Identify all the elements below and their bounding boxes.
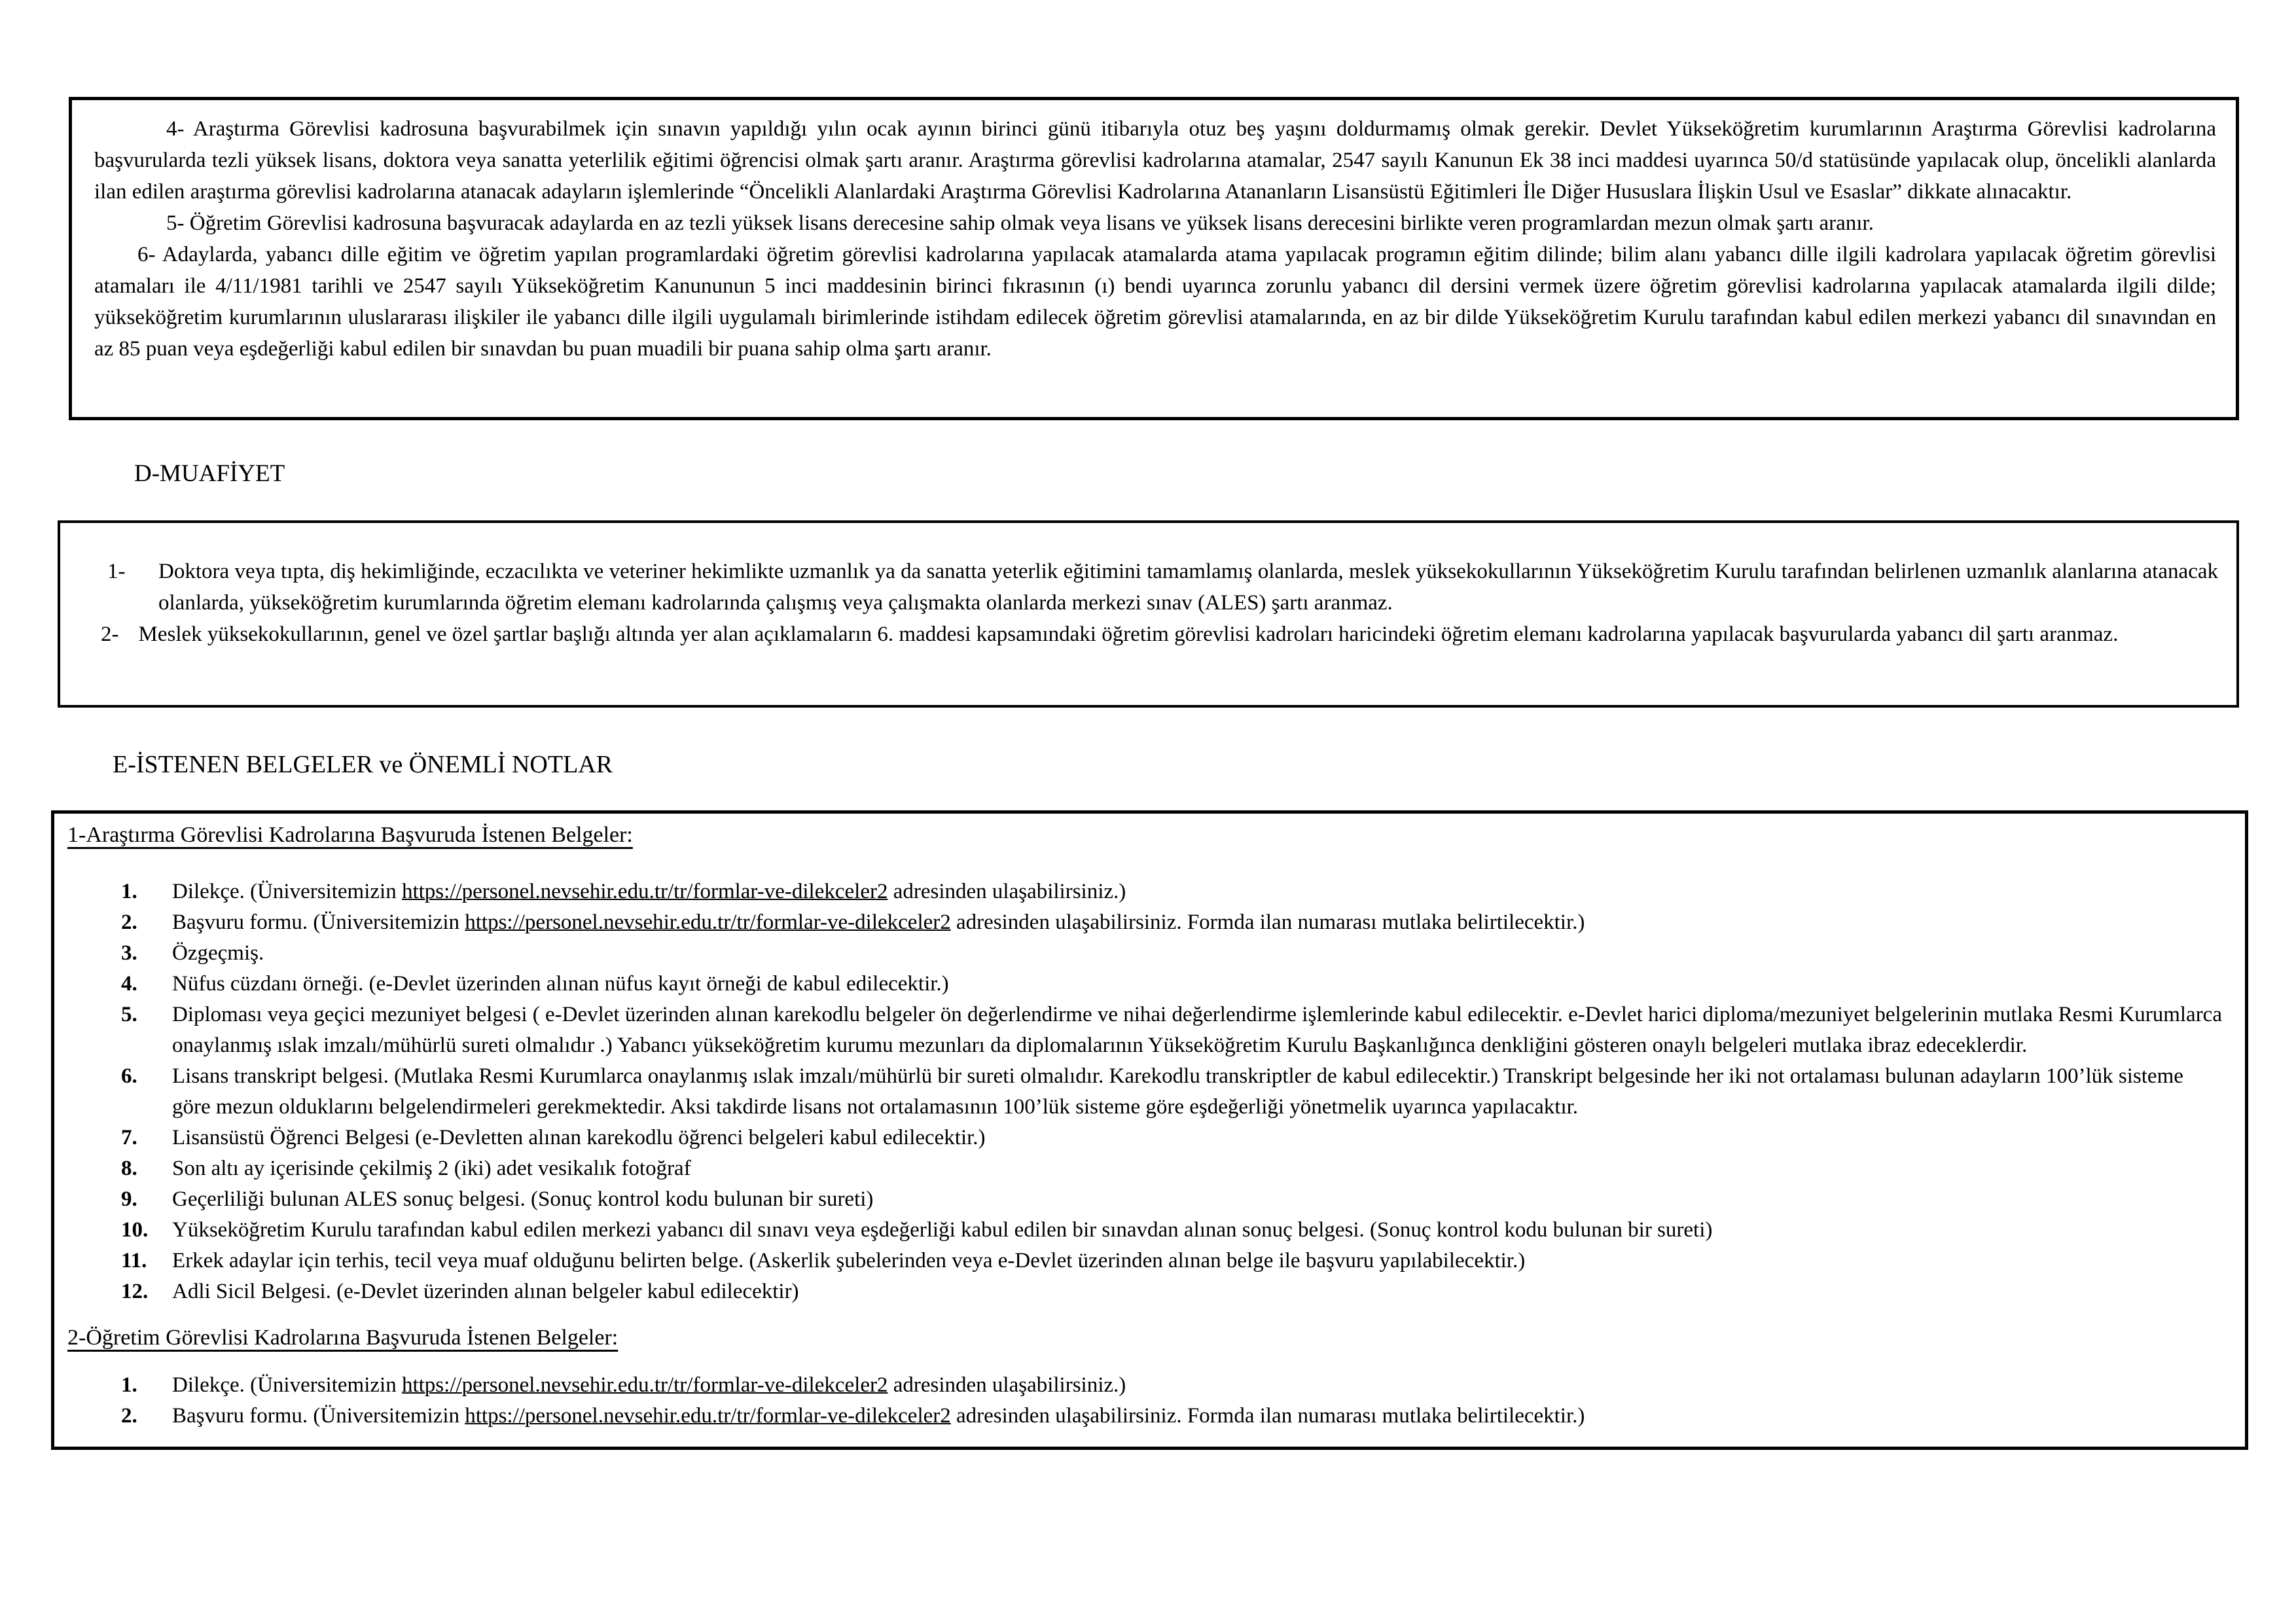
text-run: adresinden ulaşabilirsiniz. Formda ilan numarası mutlaka belirtilecektir.) (950, 1404, 1585, 1428)
document-item (67, 1276, 2225, 1307)
item-number: 1. (121, 880, 137, 903)
text-run: 4- Araştırma Görevlisi kadrosuna başvurabilmek için sınavın yapıldığı yılın ocak ayının birinci günü itibarıyla otuz beş yaşını doldurmamış olmak gerekir. Devlet Yükseköğretim kurumlarının Araştırma Görevlisi kadrolarına başvurularda tezli yüksek lisans, doktora veya sanatta yeterlilik eğitimi öğrencisi olmak şartı aranır. Araştırma görevlisi kadrolarına atamalar, 2547 sayılı Kanunun Ek 38 inci maddesi uyarınca 50/d statüsünde yapılacak olup, öncelikli alanlarda ilan edilen araştırma görevlisi kadrolarına atanacak adayların işlemlerinde “Öncelikli Alanlardaki Araştırma Görevlisi Kadrolarına Atananların Lisansüstü Eğitimleri İle Diğer Hususlara İlişkin Usul ve Esaslar” dikkate alınacaktır. (94, 117, 2216, 204)
document-item (67, 907, 2225, 938)
item-text (164, 1000, 2225, 1061)
item-text (164, 1401, 2225, 1432)
text-run: Lisansüstü Öğrenci Belgesi (e-Devletten alınan karekodlu öğrenci belgeleri kabul edilecektir.) (172, 1126, 986, 1149)
item-number: 1- (107, 560, 126, 583)
item-text (164, 1276, 2225, 1307)
item-text (164, 1246, 2225, 1276)
document-item (67, 876, 2225, 907)
research-assistant-docs-list (67, 876, 2225, 1307)
condition-paragraph (94, 113, 2216, 208)
general-conditions-box (69, 97, 2239, 420)
research-assistant-docs-heading: 1-Araştırma Görevlisi Kadrolarına Başvuruda İstenen Belgeler: (67, 823, 633, 847)
item-text (164, 1184, 2225, 1215)
document-item (67, 938, 2225, 969)
item-text (164, 876, 2225, 907)
document-item (67, 1215, 2225, 1246)
item-text (164, 1215, 2225, 1246)
item-number: 5. (121, 1003, 137, 1026)
item-text (164, 1370, 2225, 1401)
condition-paragraph (94, 208, 2216, 239)
document-item (67, 1153, 2225, 1184)
text-run: Doktora veya tıpta, diş hekimliğinde, eczacılıkta ve veteriner hekimlikte uzmanlık ya da sanatta yeterlik eğitimini tamamlamış olanlarda, meslek yüksekokullarının Yükseköğretim Kurulu tarafından belirlenen uzmanlık alanlarına atanacak olanlarda, yükseköğretim kurumlarında öğretim elemanı kadrolarında çalışmış veya çalışmakta olanlarda merkezi sınav (ALES) şartı aranmaz. (158, 560, 2218, 615)
item-text (164, 938, 2225, 969)
item-text (94, 117, 2216, 204)
item-text (158, 556, 2218, 619)
item-text (164, 969, 2225, 1000)
item-number: 8. (121, 1157, 137, 1180)
item-text (164, 1123, 2225, 1153)
text-run: Lisans transkript belgesi. (Mutlaka Resmi Kurumlarca onaylanmış ıslak imzalı/mühürlü bir sureti olmalıdır. Karekodlu transkriptler de kabul edilecektir.) Transkript belgesinde her iki not ortalaması bulunan adayların 100’lük sisteme göre mezun olduklarını belgelendirmeleri gerekmektedir. Aksi takdirde lisans not ortalamasının 100’lük sisteme göre eşdeğerliği yönetmelik uyarınca yapılacaktır. (172, 1064, 2183, 1119)
document-item (67, 1370, 2225, 1401)
form-url-link[interactable]: https://personel.nevsehir.edu.tr/tr/formlar-ve-dilekceler2 (465, 1404, 951, 1428)
documents-box (51, 810, 2248, 1450)
text-run: 5- Öğretim Görevlisi kadrosuna başvuracak adaylarda en az tezli yüksek lisans derecesine sahip olmak veya lisans ve yüksek lisans derecesini birlikte veren programlardan mezun olmak şartı aranır. (166, 211, 1874, 235)
lecturer-docs-heading: 2-Öğretim Görevlisi Kadrolarına Başvuruda İstenen Belgeler: (67, 1326, 619, 1350)
lecturer-docs-list (67, 1370, 2225, 1432)
item-number: 3. (121, 941, 137, 965)
text-run: Diploması veya geçici mezuniyet belgesi ( e-Devlet üzerinden alınan karekodlu belgeler ön değerlendirme ve nihai değerlendirme işlemlerinde kabul edilecektir. e-Devlet harici diploma/mezuniyet belgelerinin mutlaka Resmi Kurumlarca onaylanmış ıslak imzalı/mühürlü sureti olmalıdır .) Yabancı yükseköğretim kurumu mezunları da diplomalarının Yükseköğretim Kurulu Başkanlığınca denkliğini gösteren onaylı belgeleri mutlaka ibraz edeceklerdir. (172, 1003, 2222, 1057)
section-d-title: D-MUAFİYET (134, 460, 285, 487)
form-url-link[interactable]: https://personel.nevsehir.edu.tr/tr/formlar-ve-dilekceler2 (401, 1373, 888, 1397)
text-run: Son altı ay içerisinde çekilmiş 2 (iki) adet vesikalık fotoğraf (172, 1157, 691, 1180)
text-run: Nüfus cüzdanı örneği. (e-Devlet üzerinden alınan nüfus kayıt örneği de kabul edilecektir.) (172, 972, 949, 996)
text-run: adresinden ulaşabilirsiniz.) (888, 880, 1126, 903)
item-number: 7. (121, 1126, 137, 1149)
document-item (67, 1246, 2225, 1276)
form-url-link[interactable]: https://personel.nevsehir.edu.tr/tr/formlar-ve-dilekceler2 (401, 880, 888, 903)
item-number: 10. (121, 1218, 149, 1242)
item-number: 11. (121, 1249, 147, 1272)
text-run: 6- Adaylarda, yabancı dille eğitim ve öğretim yapılan programlardaki öğretim görevlisi kadrolarına yapılacak atamalarda atama yapılacak programın eğitim dilinde; bilim alanı yabancı dille ilgili kadrolara yapılacak öğretim görevlisi atamaları ile 4/11/1981 tarihli ve 2547 sayılı Yükseköğretim Kanununun 5 inci maddesinin birinci fıkrasının (ı) bendi uyarınca zorunlu yabancı dil dersini vermek üzere öğretim görevlisi kadrolarına yapılacak atamalarda ilgili dilde; yükseköğretim kurumlarının uluslararası ilişkiler ile yabancı dille ilgili uygulamalı birimlerinde istihdam edilecek öğretim görevlisi atamalarında, en az bir dilde Yükseköğretim Kurulu tarafından kabul edilen merkezi yabancı dil sınavından en az 85 puan veya eşdeğerliği kabul edilen bir sınavdan bu puan muadili bir puana sahip olma şartı aranır. (94, 243, 2216, 361)
item-number: 6. (121, 1064, 137, 1088)
exemption-box (58, 520, 2239, 708)
text-run: adresinden ulaşabilirsiniz. Formda ilan numarası mutlaka belirtilecektir.) (950, 911, 1585, 934)
item-number: 4. (121, 972, 137, 996)
text-run: Geçerliliği bulunan ALES sonuç belgesi. (Sonuç kontrol kodu bulunan bir sureti) (172, 1187, 874, 1211)
item-number: 12. (121, 1280, 149, 1303)
section-e-title: E-İSTENEN BELGELER ve ÖNEMLİ NOTLAR (113, 751, 613, 778)
item-text (164, 1061, 2225, 1123)
item-text (166, 211, 1874, 235)
text-run: Meslek yüksekokullarının, genel ve özel şartlar başlığı altında yer alan açıklamaların 6. maddesi kapsamındaki öğretim görevlisi kadroları haricindeki öğretim elemanı kadrolarına yapılacak başvurularda yabancı dil şartı aranmaz. (138, 623, 2119, 646)
text-run: Adli Sicil Belgesi. (e-Devlet üzerinden alınan belgeler kabul edilecektir) (172, 1280, 799, 1303)
condition-paragraph (94, 239, 2216, 365)
text-run: Erkek adaylar için terhis, tecil veya muaf olduğunu belirten belge. (Askerlik şubelerinden veya e-Devlet üzerinden alınan belge ile başvuru yapılabilecektir.) (172, 1249, 1526, 1272)
text-run: Özgeçmiş. (172, 941, 264, 965)
text-run: Dilekçe. (Üniversitemizin (172, 880, 402, 903)
document-item (67, 969, 2225, 1000)
item-number: 1. (121, 1373, 137, 1397)
text-run: Yükseköğretim Kurulu tarafından kabul edilen merkezi yabancı dil sınavı veya eşdeğerliği kabul edilen bir sınavdan alınan sonuç belgesi. (Sonuç kontrol kodu bulunan bir sureti) (172, 1218, 1713, 1242)
exemption-item (71, 556, 2218, 619)
item-number: 2. (121, 1404, 137, 1428)
form-url-link[interactable]: https://personel.nevsehir.edu.tr/tr/formlar-ve-dilekceler2 (465, 911, 951, 934)
item-number: 9. (121, 1187, 137, 1211)
text-run: Dilekçe. (Üniversitemizin (172, 1373, 402, 1397)
item-text (94, 243, 2216, 361)
document-item (67, 1401, 2225, 1432)
item-number: 2- (101, 623, 119, 646)
document-item (67, 1184, 2225, 1215)
item-number: 2. (121, 911, 137, 934)
item-text (164, 1153, 2225, 1184)
text-run: Başvuru formu. (Üniversitemizin (172, 1404, 465, 1428)
text-run: adresinden ulaşabilirsiniz.) (888, 1373, 1126, 1397)
general-conditions-paragraphs (94, 113, 2216, 365)
document-item (67, 1123, 2225, 1153)
text-run: Başvuru formu. (Üniversitemizin (172, 911, 465, 934)
document-item (67, 1000, 2225, 1061)
exemption-item (71, 619, 2218, 650)
item-text (139, 623, 2119, 646)
item-text (164, 907, 2225, 938)
exemption-list (71, 556, 2218, 650)
document-item (67, 1061, 2225, 1123)
